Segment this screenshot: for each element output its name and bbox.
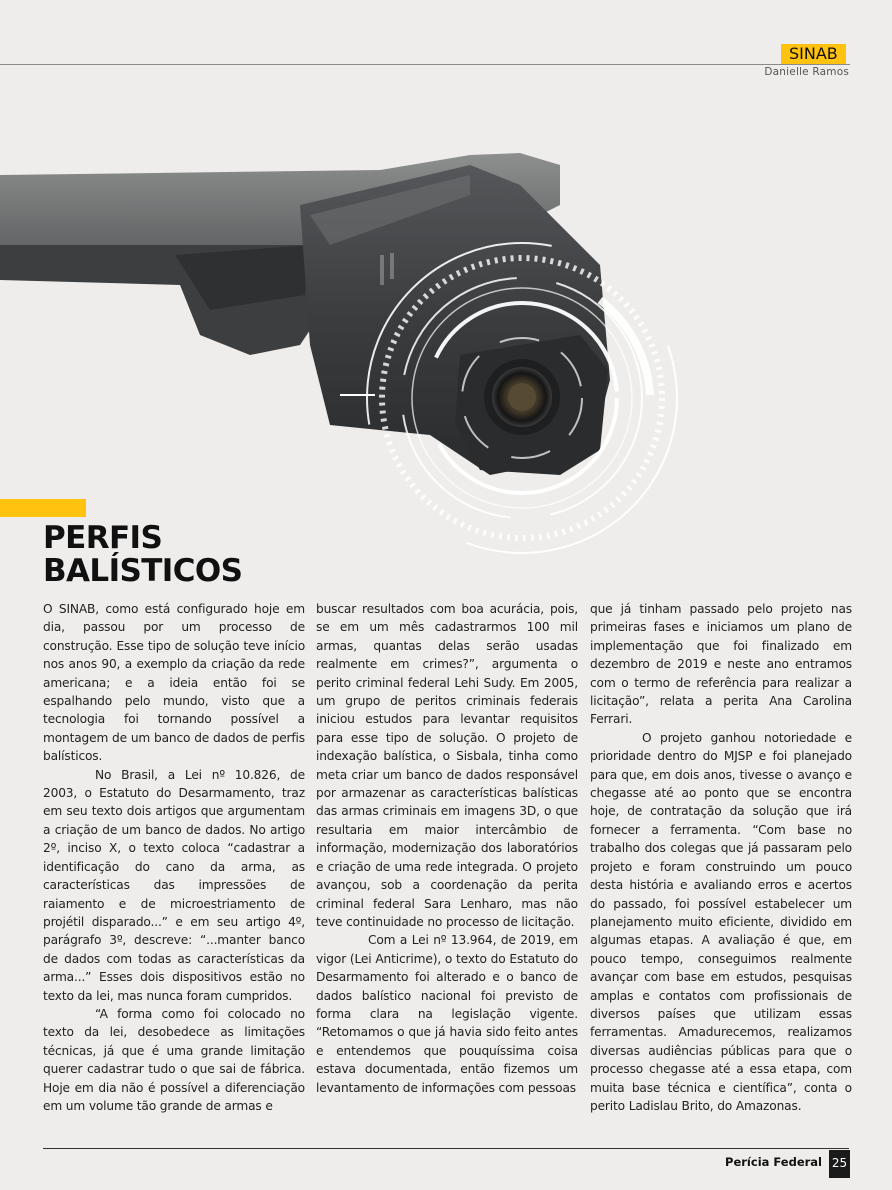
- article-column-2: [316, 600, 578, 1097]
- paragraph: No Brasil, a Lei nº 10.826, de 2003, o Estatuto do Desarmamento, traz em seu texto dois artigos que argumentam a criação de um banco de dados. No artigo 2º, inciso X, o texto coloca “cadastrar a identificação do cano da arma, as características das impressões de raiamento e de microestriamento de projétil disparado...” e em seu artigo 4º, parágrafo 3º, descreve: “...manter banco de dados com todas as características da arma...” Esses dois dispositivos estão no texto da lei, mas nunca foram cumpridos.: [43, 767, 305, 1003]
- footer-rule: [43, 1148, 849, 1149]
- article-column-3: [590, 600, 852, 1115]
- page-number: 25: [829, 1150, 850, 1178]
- section-tag: SINAB: [781, 44, 846, 64]
- paragraph: buscar resultados com boa acurácia, pois, se em um mês cadastrarmos 100 mil armas, quantas delas serão usadas realmente em crimes?”, argumenta o perito criminal federal Lehi Sudy. Em 2005, um grupo de peritos criminais federais iniciou estudos para levantar requisitos para esse tipo de solução. O projeto de indexação balística, o Sisbala, tinha como meta criar um banco de dados responsável por armazenar as características balísticas das armas criminais em imagens 3D, o que resultaria em maior intercâmbio de informação, modernização dos laboratórios e criação de uma rede integrada. O projeto avançou, sob a coordenação da perita criminal federal Sara Lenharo, mas não teve continuidade no processo de licitação.: [316, 602, 578, 929]
- author-name: Danielle Ramos: [764, 66, 849, 78]
- magazine-name: Perícia Federal: [725, 1155, 822, 1169]
- paragraph: “A forma como foi colocado no texto da lei, desobedece as limitações técnicas, já que é uma grande limitação querer cadastrar tudo o que sai de fábrica. Hoje em dia não é possível a diferenciação em um volume tão grande de armas e: [43, 1006, 305, 1113]
- paragraph: Com a Lei nº 13.964, de 2019, em vigor (Lei Anticrime), o texto do Estatuto do Desarmamento foi alterado e o banco de dados balístico nacional foi previsto de forma clara na legislação vigente. “Retomamos o que já havia sido feito antes e entendemos que pouquíssima coisa estava documentada, então fizemos um levantamento de informações com pessoas: [316, 933, 578, 1095]
- header-rule: [0, 64, 850, 65]
- paragraph: O projeto ganhou notoriedade e prioridade dentro do MJSP e foi planejado para que, em dois anos, tivesse o avanço e chegasse até ao ponto que se encontra hoje, de contratação da solução que irá fornecer a ferramenta. “Com base no trabalho dos colegas que já passaram pelo projeto e foram construindo um pouco desta história e avaliando erros e acertos do passado, foi possível estabelecer um planejamento muito eficiente, dividido em algumas etapas. A avaliação é que, em pouco tempo, conseguimos realmente avançar com base em estudos, pesquisas amplas e contatos com profissionais de diversos países que utilizam essas ferramentas. Amadurecemos, realizamos diversas audiências públicas para que o processo chegasse até a essa etapa, com muita base técnica e científica”, conta o perito Ladislau Brito, do Amazonas.: [590, 730, 852, 1113]
- paragraph: que já tinham passado pelo projeto nas primeiras fases e iniciamos um plano de implementação que foi finalizado em dezembro de 2019 e neste ano entramos com o termo de referência para realizar a licitação”, relata a perita Ana Carolina Ferrari.: [590, 602, 852, 727]
- accent-bar: [0, 499, 86, 517]
- paragraph: O SINAB, como está configurado hoje em dia, passou por um processo de construção. Esse tipo de solução teve início nos anos 90, a exemplo da criação da rede americana; e a ideia então foi se espalhando pelo mundo, visto que a tecnologia foi tornando possível a montagem de um banco de dados de perfis balísticos.: [43, 602, 305, 764]
- article-column-1: [43, 600, 305, 1115]
- article-title: PERFIS BALÍSTICOS: [43, 520, 243, 589]
